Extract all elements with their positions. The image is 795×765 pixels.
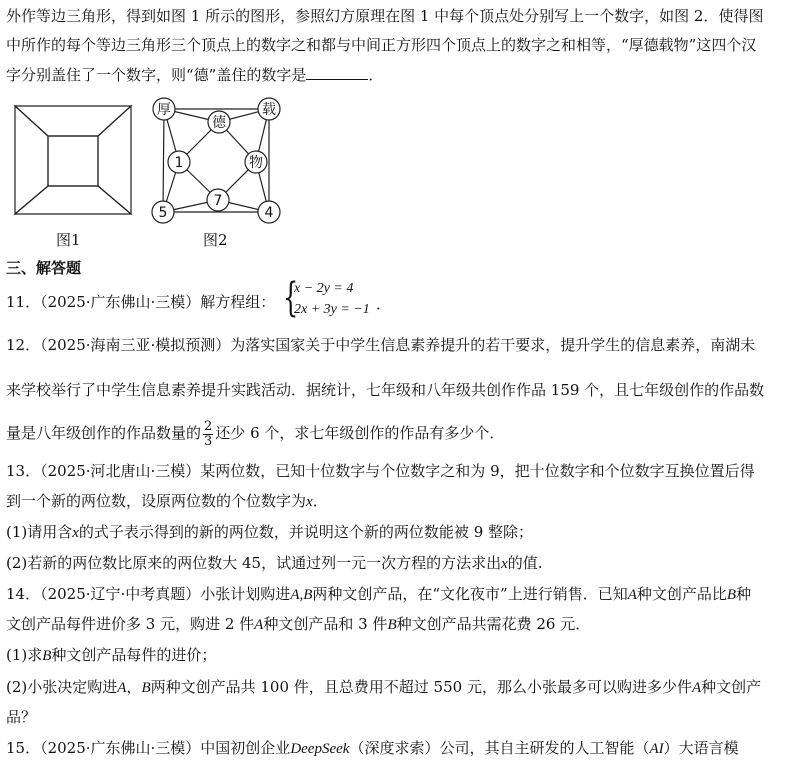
q14-line-2-B: B: [387, 617, 397, 633]
q11-equation-1: x − 2y = 4: [294, 281, 354, 296]
q14-part-2-d: 种文创产: [701, 678, 762, 696]
q14-line-2-c: 种文创产品共需花费 26 元．: [396, 615, 591, 633]
q11-equation-2: 2x + 3y = −1: [294, 302, 370, 317]
q14-part-2-c: 两种文创产品共 100 件，且总费用不超过 550 元，那么小张最多可以购进多少件: [150, 678, 692, 696]
q15-line-1-a: 15．（2025·广东佛山·三模）中国初创企业: [6, 739, 291, 757]
q14-part-1-b: 种文创产品每件的进价；: [51, 646, 217, 664]
q13-part-1-end: 的式子表示得到的新的两位数，并说明这个新的两位数能被 9 整除；: [78, 523, 534, 541]
q14-part-2-A2: A: [691, 680, 702, 696]
q13-part-1-var: x: [72, 525, 79, 541]
node-wu-label: 物: [249, 155, 263, 171]
q13-line-2: [6, 490, 328, 513]
node-5-label: 5: [158, 205, 168, 221]
q13-part-1-text: (1)请用含: [6, 523, 73, 541]
node-1-label: 1: [174, 155, 184, 171]
fig2-caption: 图2: [203, 231, 228, 249]
q14-ab: A,B: [290, 587, 313, 603]
q14-part-1-B: B: [42, 648, 52, 664]
q14-line-1-b: 两种文创产品，在“文化夜市”上进行销售．已知: [312, 585, 628, 603]
q12-line-3: [6, 416, 504, 450]
q15-brand: DeepSeek: [290, 741, 350, 757]
q15-line-1-b: （深度求索）公司，其自主研发的人工智能（: [349, 739, 650, 757]
q13-var-x: x: [306, 494, 313, 510]
q14-part-2-a: (2)小张决定购进: [6, 678, 118, 696]
q14-line-2: [6, 613, 590, 636]
node-zai-label: 载: [262, 102, 276, 118]
intro-line-1: 外作等边三角形，得到如图 1 所示的图形，参照幻方原理在图 1 中每个顶点处分别写上一个数字，如图 2．使得图: [6, 7, 764, 25]
q11-suffix: ．: [376, 295, 392, 313]
fig1-left-triangle: [15, 106, 48, 214]
q12-line-1: 12．（2025·海南三亚·模拟预测）为落实国家关于中学生信息素养提升的若干要求，提升学生的信息素养，南湖未: [6, 336, 756, 354]
q13-line-2-text: 到一个新的两位数，设原两位数的个位数字为: [6, 492, 307, 510]
q14-line-1-a: 14．（2025·辽宁·中考真题）小张计划购进: [6, 585, 291, 603]
node-4-label: 4: [264, 205, 274, 221]
q14-A: A: [627, 587, 637, 603]
q13-line-2-end: ．: [312, 492, 328, 510]
fig1-right-triangle: [98, 106, 131, 214]
figure-1: [8, 98, 138, 218]
q14-B: B: [726, 587, 737, 603]
answer-blank: [306, 65, 368, 80]
q14-line-last: 品？: [6, 708, 37, 726]
intro-line-3-end: ．: [368, 66, 384, 84]
intro-line-3: [6, 64, 383, 86]
q12-fraction-denominator: 3: [204, 433, 213, 449]
q14-part-2-A: A: [117, 680, 127, 696]
q15-line-1-c: ）大语言模: [663, 739, 739, 757]
fig1-center-square: [48, 136, 98, 186]
q15-ai: AI: [649, 741, 664, 757]
fig1-top-triangle: [15, 106, 131, 136]
q11-text: 11．（2025·广东佛山·三模）解方程组：: [6, 293, 276, 311]
q14-line-1-d: 种: [736, 585, 752, 603]
q14-line-2-A: A: [254, 617, 264, 633]
q14-line-1-c: 种文创产品比: [636, 585, 727, 603]
q12-line-2: 来学校举行了中学生信息素养提升实践活动．据统计，七年级和八年级共创作作品 159 个，且七年级创作的作品数: [6, 381, 765, 399]
intro-line-2: 中所作的每个等边三角形三个顶点上的数字之和都与中间正方形四个顶点上的数字之和相等，“厚德载物”这四个汉: [6, 36, 757, 54]
q13-part-1: [6, 521, 533, 544]
figure-2: [145, 93, 290, 229]
q13-part-2-end: 的值.: [507, 554, 543, 572]
q14-line-1: [6, 583, 751, 606]
node-de-label: 德: [212, 115, 226, 131]
q14-part-2-b: ，: [126, 678, 142, 696]
q14-part-1: [6, 644, 216, 667]
q13-part-2-text: (2)若新的两位数比原来的两位数大 45，试通过列一元一次方程的方法求出: [6, 554, 502, 572]
fig1-caption: 图1: [56, 231, 81, 249]
q12-line-3-end: 还少 6 个，求七年级创作的作品有多少个．: [215, 424, 505, 442]
q14-part-2: [6, 676, 761, 699]
q12-fraction-numerator: 2: [204, 418, 213, 434]
q11-brace: {: [283, 275, 299, 321]
q13-part-2: [6, 552, 543, 575]
section-title: 三、解答题: [6, 259, 82, 277]
q15-line-1: [6, 737, 739, 760]
node-7-label: 7: [213, 193, 223, 209]
fig2-edge: [163, 109, 164, 212]
q13-part-2-var: x: [501, 556, 508, 572]
node-hou-label: 厚: [157, 102, 171, 118]
q13-line-1: 13．（2025·河北唐山·三模）某两位数，已知十位数字与个位数字之和为 9，把十位数字和个位数字互换位置后得: [6, 462, 755, 480]
q12-fraction: [203, 420, 213, 449]
q12-line-3-text: 量是八年级创作的作品数量的: [6, 424, 202, 442]
q14-line-2-b: 种文创产品和 3 件: [263, 615, 388, 633]
q14-part-2-B: B: [141, 680, 151, 696]
q14-line-2-a: 文创产品每件进价多 3 元，购进 2 件: [6, 615, 255, 633]
intro-line-3-text: 字分别盖住了一个数字，则“德”盖住的数字是: [6, 66, 307, 84]
q14-part-1-a: (1)求: [6, 646, 43, 664]
